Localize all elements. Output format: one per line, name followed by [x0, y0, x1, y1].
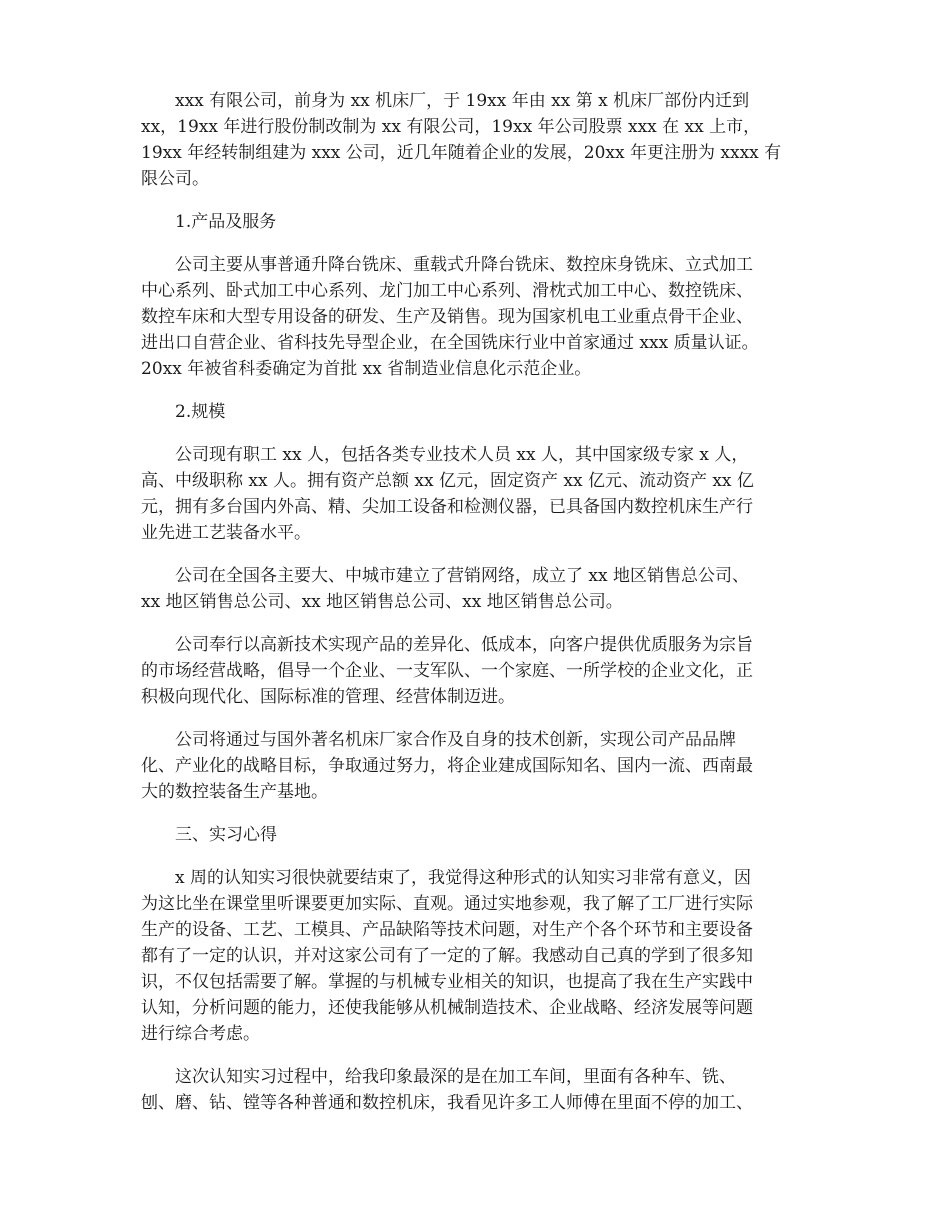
paragraph-line: 识，不仅包括需要了解。掌握的与机械专业相关的知识，也提高了我在生产实践中	[141, 972, 753, 992]
paragraph-line: 中心系列、卧式加工中心系列、龙门加工中心系列、滑枕式加工中心、数控铣床、	[141, 281, 753, 301]
paragraph-line: 生产的设备、工艺、工模具、产品缺陷等技术问题，对生产个各个环节和主要设备	[141, 920, 753, 940]
paragraph-line: 公司奉行以高新技术实现产品的差异化、低成本，向客户提供优质服务为宗旨	[175, 635, 753, 655]
paragraph-line: 元，拥有多台国内外高、精、尖加工设备和检测仪器，已具备国内数控机床生产行	[141, 497, 753, 517]
paragraph-line: xx 地区销售总公司、xx 地区销售总公司、xx 地区销售总公司。	[141, 592, 623, 612]
paragraph-line: 进出口自营企业、省科技先导型企业，在全国铣床行业中首家通过 xxx 质量认证。	[141, 333, 759, 353]
paragraph-line: xx，19xx 年进行股份制改制为 xx 有限公司，19xx 年公司股票 xxx 在 xx 上市，	[141, 117, 761, 137]
paragraph-line: 公司将通过与国外著名机床厂家合作及自身的技术创新，实现公司产品品牌	[175, 730, 736, 750]
paragraph-line: 数控车床和大型专用设备的研发、生产及销售。现为国家机电工业重点骨干企业、	[141, 307, 753, 327]
paragraph-line: 高、中级职称 xx 人。拥有资产总额 xx 亿元，固定资产 xx 亿元、流动资产 xx 亿	[141, 471, 754, 491]
paragraph-line: 公司现有职工 xx 人，包括各类专业技术人员 xx 人，其中国家级专家 x 人，	[175, 445, 749, 465]
paragraph-line: xxx 有限公司，前身为 xx 机床厂，于 19xx 年由 xx 第 x 机床厂部份内迁到	[175, 91, 750, 111]
paragraph-line: 化、产业化的战略目标，争取通过努力，将企业建成国际知名、国内一流、西南最	[141, 756, 753, 776]
body-paragraph	[141, 442, 813, 546]
paragraph-line: 都有了一定的认识，并对这家公司有了一定的了解。我感动自己真的学到了很多知	[141, 946, 753, 966]
paragraph-line: 刨、磨、钻、镗等各种普通和数控机床，我看见许多工人师傅在里面不停的加工、	[141, 1093, 753, 1113]
paragraph-line: 进行综合考虑。	[141, 1024, 260, 1044]
document-body	[141, 88, 813, 1116]
paragraph-line: 公司主要从事普通升降台铣床、重载式升降台铣床、数控床身铣床、立式加工	[175, 255, 753, 275]
paragraph-line: 公司在全国各主要大、中城市建立了营销网络，成立了 xx 地区销售总公司、	[175, 566, 749, 586]
paragraph-line: 大的数控装备生产基地。	[141, 782, 328, 802]
body-paragraph	[141, 632, 813, 710]
section-heading: 2.规模	[175, 402, 226, 422]
body-paragraph	[141, 865, 813, 1047]
body-paragraph	[141, 88, 813, 192]
paragraph-line: 为这比坐在课堂里听课要更加实际、直观。通过实地参观，我了解了工厂进行实际	[141, 894, 753, 914]
body-paragraph	[141, 252, 813, 382]
paragraph-line: 19xx 年经转制组建为 xxx 公司，近几年随着企业的发展，20xx 年更注册为 xxxx 有	[141, 143, 782, 163]
paragraph-line: 这次认知实习过程中，给我印象最深的是在加工车间，里面有各种车、铣、	[175, 1067, 736, 1087]
paragraph-line: 认知，分析问题的能力，还使我能够从机械制造技术、企业战略、经济发展等问题	[141, 998, 753, 1018]
paragraph-line: 业先进工艺装备水平。	[141, 523, 311, 543]
paragraph-line: 积极向现代化、国际标准的管理、经营体制迈进。	[141, 687, 515, 707]
body-paragraph	[141, 1064, 813, 1116]
paragraph-line: 20xx 年被省科委确定为首批 xx 省制造业信息化示范企业。	[141, 359, 592, 379]
section-heading: 1.产品及服务	[175, 212, 277, 232]
paragraph-line: 的市场经营战略，倡导一个企业、一支军队、一个家庭、一所学校的企业文化，正	[141, 661, 753, 681]
paragraph-line: x 周的认知实习很快就要结束了，我觉得这种形式的认知实习非常有意义，因	[175, 868, 751, 888]
body-paragraph	[141, 563, 813, 615]
paragraph-line: 限公司。	[141, 169, 209, 189]
body-paragraph	[141, 727, 813, 805]
section-heading: 三、实习心得	[175, 825, 277, 845]
document-page	[141, 88, 813, 1133]
